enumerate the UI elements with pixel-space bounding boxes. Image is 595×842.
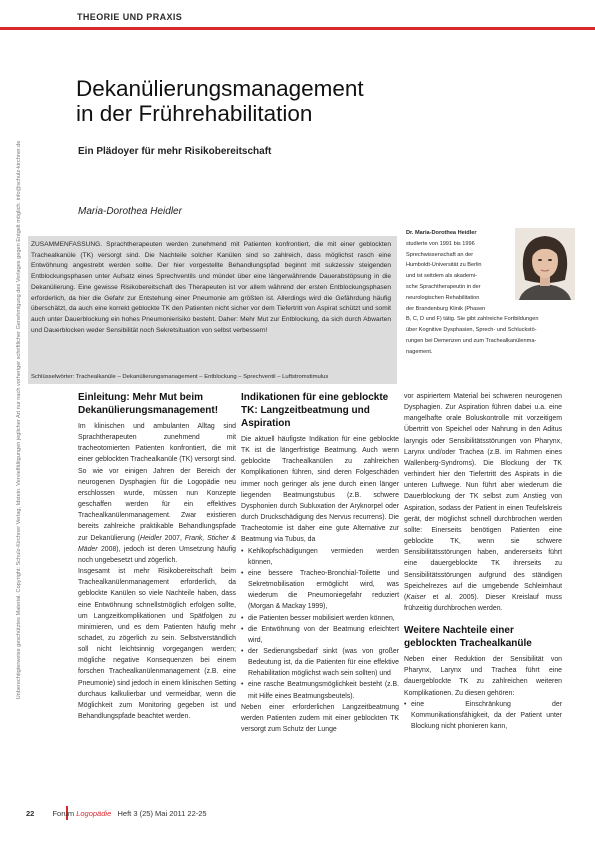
list-item: • Kehlkopfschädigungen vermieden werden können, xyxy=(241,546,399,568)
header-rule xyxy=(0,27,595,30)
bio-line: B, C, D und F) tätig. Sie gibt zahlreiche Fortbildungen xyxy=(406,316,539,323)
list-item: • die Patienten besser mobilisiert werden können, xyxy=(241,613,399,624)
title-line-2: in der Frührehabilitation xyxy=(76,101,313,126)
bio-line: nagement. xyxy=(406,348,433,355)
section-heading-intro: Einleitung: Mehr Mut beim Dekanülierungsmanagement! xyxy=(78,392,219,416)
abstract-text: ZUSAMMENFASSUNG. Sprachtherapeuten werden zunehmend mit Patienten konfrontiert, die mit einer geblockten Trachealkanüle (TK) versorgt sind. Die Nachteile solcher Kanülen sind so zahlreich, dass möglichst rasch eine Entwöhnung angestrebt werden sollte. Der hier vorgestellte Behandlungspfad beginnt mit sukzessiv steigenden Entblockungsphasen unter Aufsatz eines Sprechventils und mündet über eine längerwährende Dauerabstöpsung in die Dekanülierung. Eine gewisse Risikobereitschaft des Therapeuten ist vor allem während der ersten Entblockungsphasen erforderlich, da hier die Gefahr zur Entstehung einer Pneumonie am größten ist. Allerdings wird die Gefährdung häufig überschätzt, da auch eine korrekt geblockte TK den Patienten nicht sicher vor dem Tiefertritt von Aspirat schützt und somit auch unter Dauerblockung ein hohes Pneumonierisiko besteht. Daher: Mehr Mut zur Entblockung, da sich durch Abwarten und Dauerblocken weder Sensibilität noch Sekretsituation von selbst verbessern! xyxy=(31,241,391,334)
body-paragraph: vor aspiriertem Material bei schweren neurogenen Dysphagien. Zur Aspiration führen dabei u.a. eine mangelhafte orale Boluskontrolle mit vorzeitigem Übertritt von Speichel oder Nahrung in den Aditus laryngis oder Sensibilitätsstörungen von Pharynx, Larynx und/oder Trachea (z.B. im Rahmen eines Wallenberg-Syndroms). Die Blockung der TK verhindert hier den Tiefertritt des Aspirats in die unteren Luftwege. Nun führt aber wiederum die Dauerblockung der TK selbst zum Anstieg von Aspiration, sodass der Patient in einen Teufelskreis gerät, der möglichst schnell durchbrochen werden sollte: Einerseits benötigen Patienten eine geblockte TK, wenn sie schwere Sensibilitätsstörungen haben, andererseits führt eine dauergeblockte TK ihrerseits zu Sensibilitätsstörungen aufgrund des ständigen Speichelrezes auf die umgebende Schleimhaut (Kaiser et al. 2005). Dieser Kreislauf muss frühzeitig durchbrochen werden. xyxy=(404,393,562,612)
column-3 xyxy=(404,391,562,732)
bio-line: sche Sprachtherapeutin in der xyxy=(406,283,481,290)
copyright-strip xyxy=(14,40,24,800)
body-paragraph: Insgesamt ist mehr Risikobereitschaft beim Trachealkanülenmanagement erforderlich, da geblockte Kanülen so viele Nachteile haben, dass eine Entwöhnung schnellstmöglich erfolgen sollte, um Langzeitkomplikationen und Spätfolgen zu minimieren, und es dem Patienten häufig mehr schadet, zu zögerlich zu sein. Selbstverständlich soll nicht leichtsinnig vorgegangen werden; mögliche negative Konsequenzen bei einem forschen Trachealkanülenmanagement (z.B. eine Pneumonie) sind jedoch in einem klinischen Setting durchaus kalkulierbar und vermeidbar, wenn die Möglichkeit zum Monitoring gegeben ist und Behandlungspfade beachtet werden. xyxy=(78,568,236,721)
body-paragraph: Neben einer erforderlichen Langzeitbeatmung werden Patienten zudem mit einer geblockten TK versorgt zum Schutz der Lunge xyxy=(241,703,399,734)
article-title xyxy=(76,76,546,126)
bio-line: Humboldt-Universität zu Berlin xyxy=(406,262,482,269)
bio-line: und ist seitdem als akademi- xyxy=(406,273,477,280)
title-line-1: Dekanülierungsmanagement xyxy=(76,76,364,101)
body-paragraph: Im klinischen und ambulanten Alltag sind Sprachtherapeuten zunehmend mit tracheotomierten Patienten konfrontiert, die mit einer geblockten Trachealkanüle (TK) versorgt sind. So wie vor einigen Jahren der Bereich der neurogenen Dysphagien für die Logopädie neu erschlossen wurde, müssen nun Konzepte geschaffen werden für ein effektives Trachealkanülenmanagement. Zwar existieren bereits zahlreiche praktikable Behandlungspfade zur Dekanülierung (Heidler 2007, Frank, Sticher & Mäder 2008), jedoch ist deren Umsetzung häufig noch ungebesetzt und zögerlich. xyxy=(78,423,236,564)
list-item: • die Entwöhnung von der Beatmung erleichtert wird, xyxy=(241,624,399,646)
body-paragraph: Die aktuell häufigste Indikation für eine geblockte TK ist die längerfristige Beatmung. Auch wenn geblockte Trachealkanülen zu zahlreichen Komplikationen führen, sind deren Folgeschäden immer noch geringer als jene durch einen länger liegenden Beatmungstubus (z.B. schwere Dysphonien durch Subluxation der Aryknorpel oder durch Druckschädigung des Nervus recurrens). Die Tracheotomie ist daher eine gute Alternative zur Beatmung via Tubus, da xyxy=(241,436,399,544)
column-2 xyxy=(241,391,399,735)
list-item: • eine bessere Tracheo-Bronchial-Toilette und Sekretmobilisation ermöglicht wird, was wiederum die Pneumoniegefahr reduziert (Morgan & Mackay 1999), xyxy=(241,568,399,613)
list-item: • eine rasche Beatmungsmöglichkeit besteht (z.B. mit Hilfe eines Beatmungsbeutels). xyxy=(241,679,399,701)
journal-name-accent: Logopädie xyxy=(76,809,112,818)
keywords: Schlüsselwörter: Trachealkanüle – Dekanülierungsmanagement – Entblockung – Sprechventil – Luftstromstimulus xyxy=(31,374,329,380)
bio-line: Sprechwissenschaft an der xyxy=(406,251,474,258)
copyright-notice: Unberechtigterweise geschütztes Material. Copyright: Schulz-Kirchner Verlag, Idstein. Vervielfältigungen jeglicher Art nur nach vorheriger schriftlicher Genehmigung des Verlages gegen Entgelt möglich. info@schulz-kirchner.de xyxy=(16,140,22,700)
article-subtitle: Ein Plädoyer für mehr Risikobereitschaft xyxy=(78,146,272,157)
issue-info: Heft 3 (25) Mai 2011 22-25 xyxy=(117,809,207,818)
journal-name: Forum xyxy=(52,809,75,818)
column-1 xyxy=(78,391,236,722)
list-item: • eine Einschränkung der Kommunikationsfähigkeit, da der Patient unter Blockung nicht phonieren kann, xyxy=(404,699,562,732)
bio-line: der Brandenburg Klinik (Phasen xyxy=(406,305,486,312)
body-paragraph: Neben einer Reduktion der Sensibilität von Pharynx, Larynx und Trachea führt eine dauergeblockte TK zu zahlreichen weiteren Komplikationen. Zu diesen gehören: xyxy=(404,656,562,697)
page-footer xyxy=(26,809,207,818)
page-number: 22 xyxy=(26,809,35,818)
section-label: THEORIE UND PRAXIS xyxy=(77,12,183,22)
article-author: Maria-Dorothea Heidler xyxy=(78,206,182,217)
author-bio xyxy=(406,228,581,358)
section-heading-drawbacks: Weitere Nachteile einer geblockten Trachealkanüle xyxy=(404,625,532,650)
bio-line: rungen bei Demenzen und zum Trachealkanülenma- xyxy=(406,337,537,344)
bio-line: über Kognitive Dysphasien, Sprech- und Schluckstö- xyxy=(406,327,537,334)
bio-line: neurologischen Rehabilitation xyxy=(406,294,480,301)
bullet-list xyxy=(404,699,562,732)
bullet-list xyxy=(241,546,399,702)
bio-name: Dr. Maria-Dorothea Heidler xyxy=(406,230,477,236)
bio-line: studierte von 1991 bis 1996 xyxy=(406,240,475,247)
list-item: • der Sedierungsbedarf sinkt (was von großer Bedeutung ist, da die Patienten für eine effektive Rehabilitation möglichst wach sein sollten) und xyxy=(241,646,399,679)
section-heading-indications: Indikationen für eine geblockte TK: Langzeitbeatmung und Aspiration xyxy=(241,392,389,429)
abstract-box xyxy=(28,236,397,384)
